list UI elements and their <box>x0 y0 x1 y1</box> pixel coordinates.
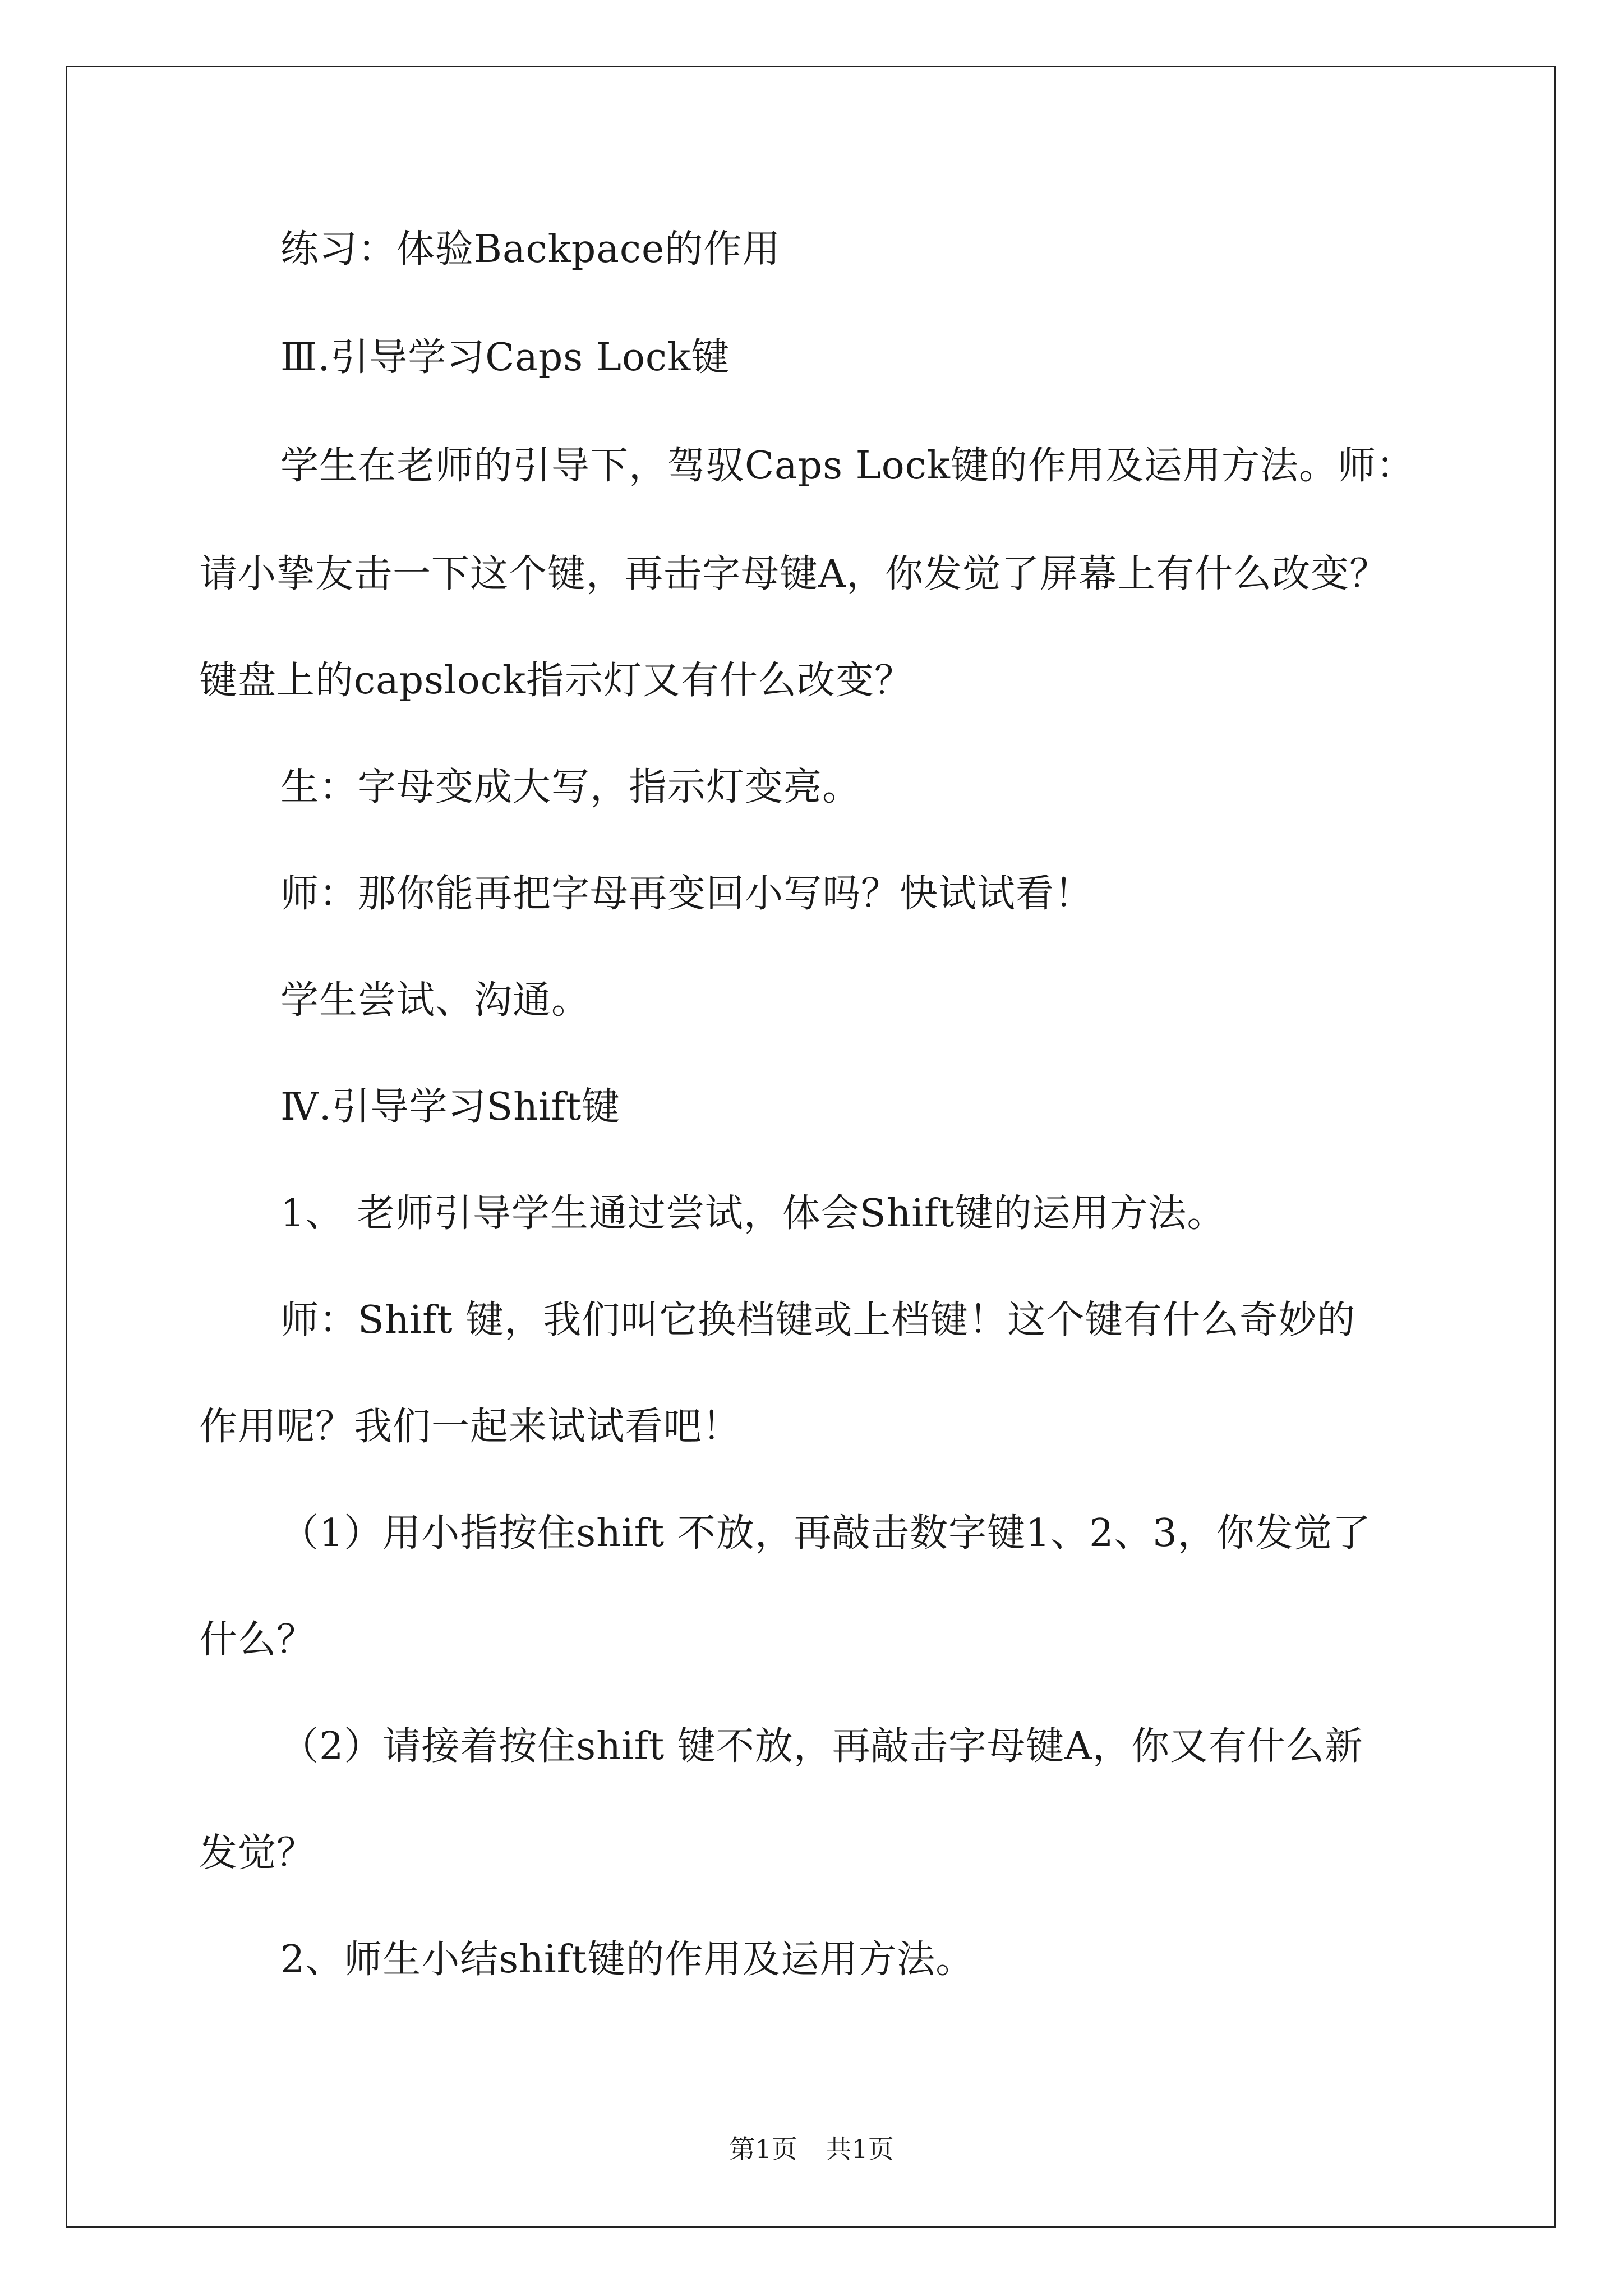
text-line: 生：字母变成大写，指示灯变亮。 <box>280 765 861 809</box>
page-frame <box>66 66 1556 2228</box>
text-line: 发觉？ <box>199 1831 316 1875</box>
text-line: 师：那你能再把字母再变回小写吗？快试试看！ <box>280 872 1094 916</box>
text-line: 学生在老师的引导下，驾驭Caps Lock键的作用及运用方法。师： <box>280 444 1415 488</box>
section-heading: Ⅳ.引导学习Shift键 <box>280 1085 621 1129</box>
page-number: 第1页 <box>729 2134 797 2164</box>
text-line: 什么？ <box>199 1618 316 1662</box>
page-total: 共1页 <box>826 2134 894 2164</box>
text-line: 学生尝试、沟通。 <box>280 978 591 1023</box>
text-line: （1）用小指按住shift 不放，再敲击数字键1、2、3，你发觉了 <box>280 1511 1371 1556</box>
text-line: 作用呢？我们一起来试试看吧！ <box>199 1405 741 1449</box>
text-line: 请小挚友击一下这个键，再击字母键A，你发觉了屏幕上有什么改变？ <box>199 552 1389 596</box>
text-line: 1、 老师引导学生通过尝试，体会Shift键的运用方法。 <box>280 1191 1226 1236</box>
text-line: 练习：体验Backpace的作用 <box>280 227 781 272</box>
section-heading: Ⅲ.引导学习Caps Lock键 <box>280 335 730 380</box>
text-line: （2）请接着按住shift 键不放，再敲击字母键A，你又有什么新 <box>280 1724 1363 1769</box>
text-line: 师：Shift 键，我们叫它换档键或上档键！这个键有什么奇妙的 <box>280 1298 1356 1342</box>
text-line: 2、师生小结shift键的作用及运用方法。 <box>280 1938 975 1982</box>
page-footer <box>0 2136 1623 2162</box>
text-line: 键盘上的capslock指示灯又有什么改变？ <box>199 659 914 703</box>
